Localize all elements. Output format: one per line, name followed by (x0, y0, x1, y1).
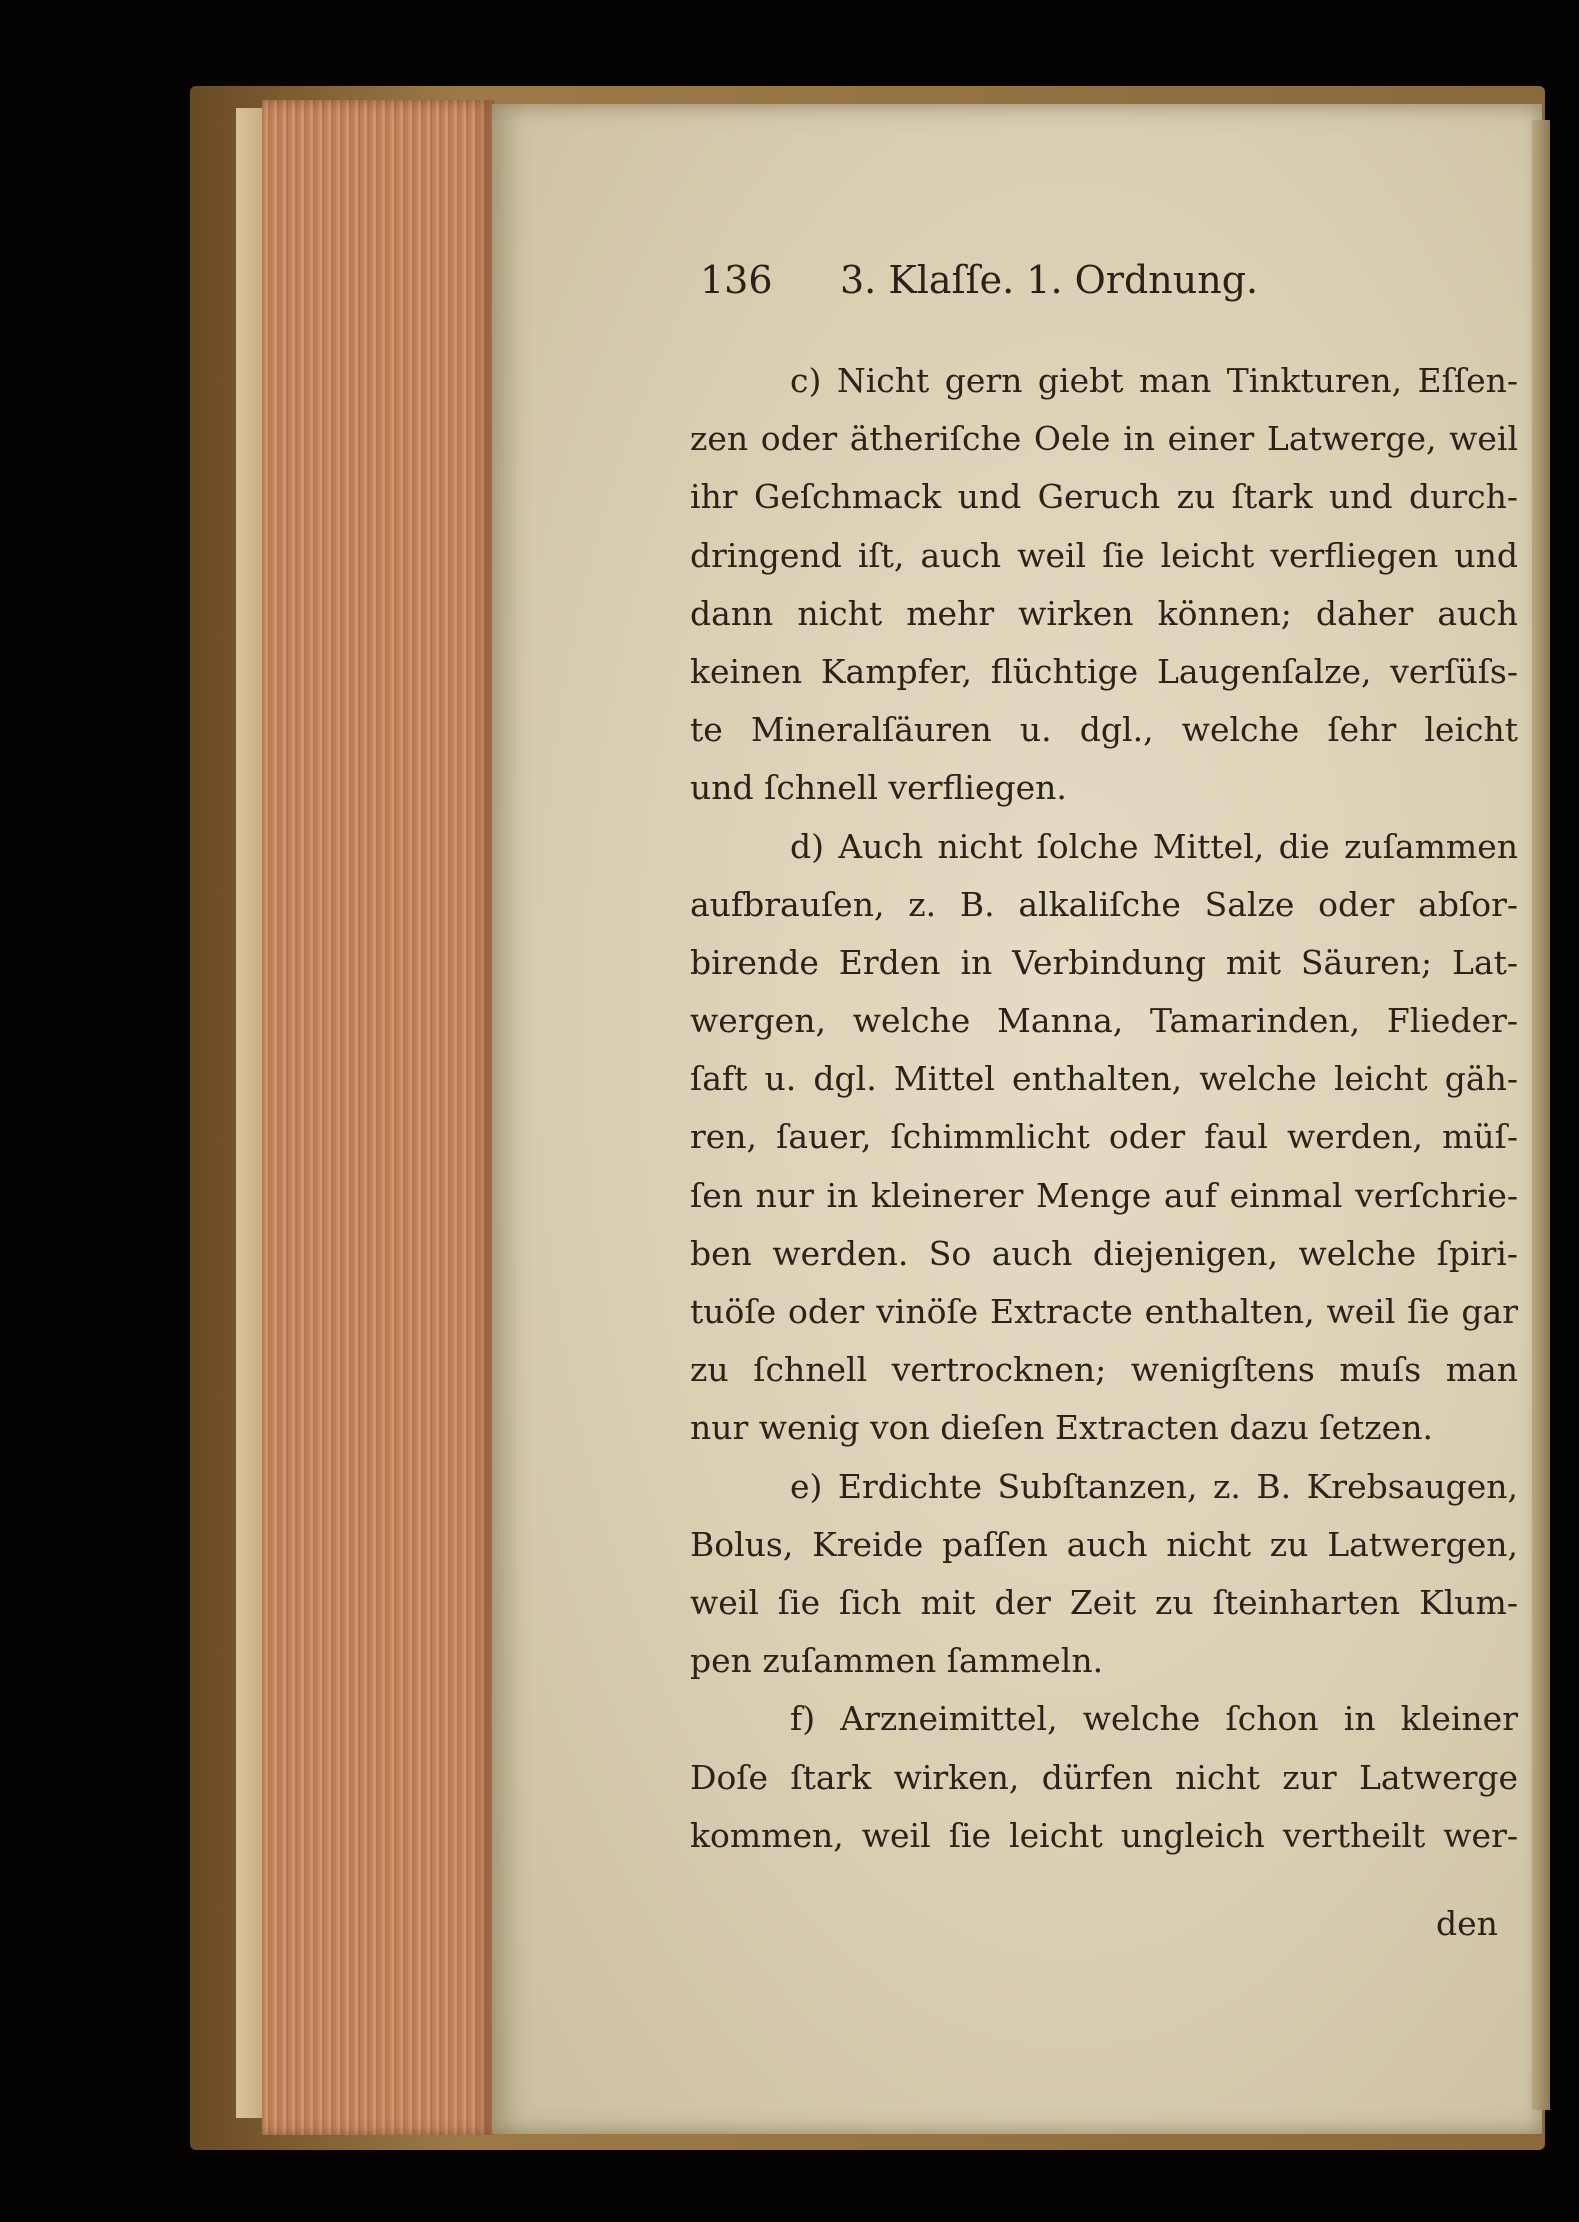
text-line: tuöſe oder vinöſe Extracte enthalten, weil ſie gar (690, 1292, 1518, 1331)
page-stack (262, 100, 494, 2135)
page-number: 136 (700, 258, 773, 302)
text-line: zu ſchnell vertrocknen; wenigſtens muſs man (690, 1350, 1518, 1390)
text-line: ſen nur in kleinerer Menge auf einmal verſchrie- (690, 1175, 1518, 1215)
text-line: Bolus, Kreide paſſen auch nicht zu Latwergen, (690, 1524, 1518, 1564)
text-line: nur wenig von dieſen Extracten dazu ſetzen. (690, 1408, 1433, 1448)
text-line: weil ſie ſich mit der Zeit zu ſteinharten Klum- (690, 1582, 1518, 1622)
text-line: ren, ſauer, ſchimmlicht oder faul werden, müſ- (690, 1117, 1518, 1157)
text-line: d) Auch nicht ſolche Mittel, die zuſammen (790, 826, 1518, 866)
catchword: den (1436, 1904, 1498, 1943)
text-line: kommen, weil ſie leicht ungleich vertheilt wer- (690, 1815, 1518, 1855)
text-line: ben werden. So auch diejenigen, welche ſpiri- (690, 1233, 1518, 1273)
text-line: e) Erdichte Subſtanzen, z. B. Krebsaugen, (790, 1466, 1518, 1506)
text-line: dann nicht mehr wirken können; daher auch (690, 593, 1518, 633)
text-line: f) Arzneimittel, welche ſchon in kleiner (790, 1699, 1518, 1739)
page-right-edge (1532, 120, 1550, 2110)
page-stack-edge (236, 108, 264, 2118)
text-line: te Mineralſäuren u. dgl., welche ſehr leicht (690, 710, 1518, 750)
text-line: und ſchnell verfliegen. (690, 768, 1067, 808)
text-line: Doſe ſtark wirken, dürfen nicht zur Latwerge (690, 1757, 1518, 1797)
text-line: wergen, welche Manna, Tamarinden, Flieder- (690, 1001, 1518, 1041)
text-line: birende Erden in Verbindung mit Säuren; Lat- (690, 942, 1518, 982)
text-line: ſaft u. dgl. Mittel enthalten, welche leicht gäh- (690, 1059, 1518, 1099)
text-line: aufbrauſen, z. B. alkaliſche Salze oder abſor- (690, 884, 1518, 924)
text-line: keinen Kampfer, flüchtige Laugenſalze, verſüſs- (690, 651, 1518, 691)
text-line: zen oder ätheriſche Oele in einer Latwerge, weil (690, 419, 1518, 459)
page-header (700, 258, 1360, 318)
body-text (690, 352, 1518, 1865)
text-line: c) Nicht gern giebt man Tinkturen, Eſſen- (790, 361, 1518, 400)
text-line: pen zuſammen ſammeln. (690, 1641, 1104, 1681)
text-line: ihr Geſchmack und Geruch zu ſtark und durch- (690, 477, 1518, 517)
text-line: dringend iſt, auch weil ſie leicht verfliegen und (690, 535, 1518, 575)
running-title: 3. Klaſſe. 1. Ordnung. (840, 258, 1259, 302)
